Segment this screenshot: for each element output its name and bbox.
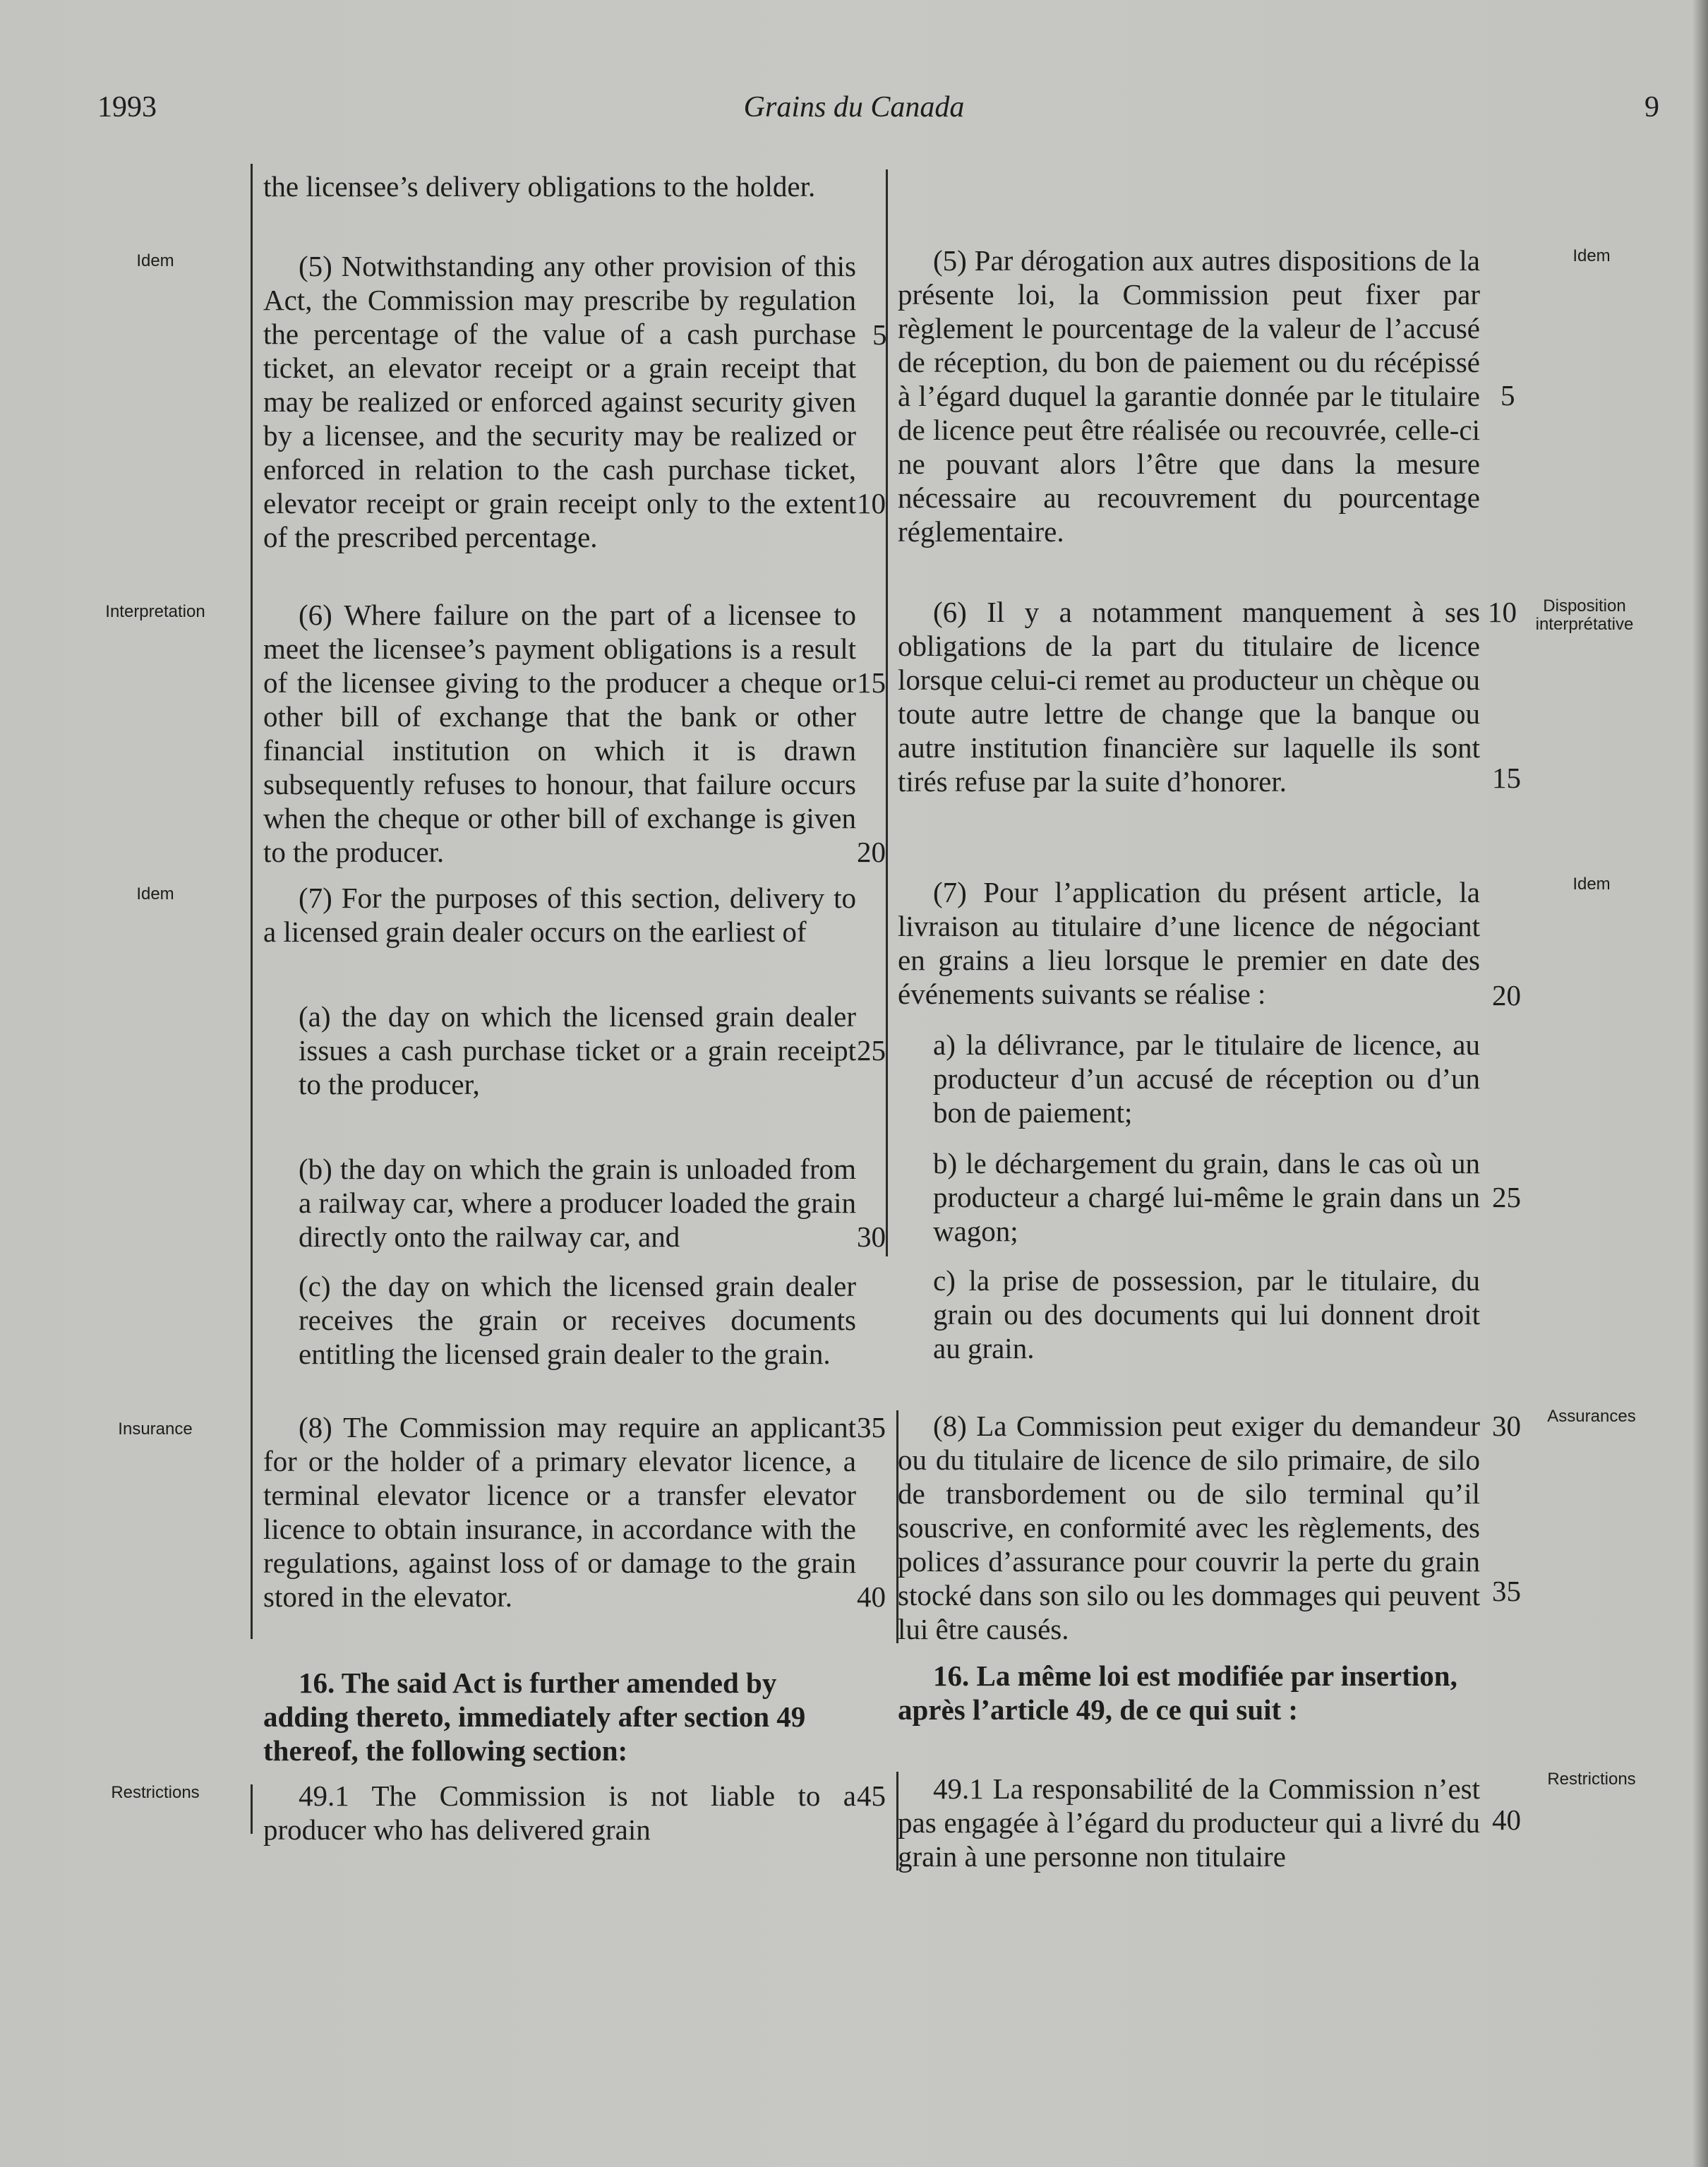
margin-note-idem-1-fr: Idem [1572, 246, 1611, 265]
en-line-number: 40 [857, 1580, 886, 1613]
fr-line-number: 15 [1492, 762, 1521, 794]
en-continued-paragraph: the licensee’s delivery obligations to the holder. [263, 170, 816, 203]
fr-subsection-7a: a) la délivrance, par le titulaire de licence, au producteur d’un accusé de réception ou d’un bon de paiement; [933, 1028, 1480, 1129]
fr-line-number: 20 [1492, 979, 1521, 1012]
en-section-49-1: 49.1 The Commission is not liable to a producer who has delivered grain [263, 1779, 856, 1846]
fr-line-number: 5 [1500, 379, 1515, 412]
fr-line-number: 25 [1492, 1181, 1521, 1213]
en-subsection-7c: (c) the day on which the licensed grain dealer receives the grain or receives documents entitling the licensed grain dealer to the grain. [299, 1270, 856, 1370]
fr-line-number: 40 [1492, 1803, 1521, 1836]
fr-subsection-7: (7) Pour l’application du présent article, la livraison au titulaire d’une licence de négociant en grains a lieu lorsque le premier en date des événements suivants se réalise : [898, 876, 1480, 1010]
en-subsection-6: (6) Where failure on the part of a licensee to meet the licensee’s payment obligations is a result of the licensee giving to the producer a cheque or other bill of exchange that the bank or other financial institution on which it is drawn subsequently refuses to honour, that failure occurs when the cheque or other bill of exchange is given to the producer. [263, 599, 856, 868]
fr-line-number: 10 [1488, 596, 1517, 628]
margin-note-restrictions-fr: Restrictions [1547, 1770, 1636, 1789]
en-line-number: 45 [857, 1779, 886, 1812]
en-line-number: 25 [857, 1034, 886, 1067]
margin-note-idem-2-fr: Idem [1572, 875, 1611, 894]
margin-note-interpretation: Interpretation [105, 602, 205, 621]
margin-note-disposition-fr: Disposition interprétative [1535, 596, 1634, 634]
fr-line-number: 30 [1492, 1410, 1521, 1442]
fr-subsection-8: (8) La Commission peut exiger du demandeur ou du titulaire de licence de silo primaire, de silo de transbordement ou de silo terminal qu’il souscrive, en conformité avec les règlements, des polices d’assurance pour couvrir la perte du grain stocké dans son silo ou les dommages qui peuvent lui être causés. [898, 1410, 1480, 1645]
fr-amendment-16: 16. La même loi est modifiée par insertion, après l’article 49, de ce qui suit : [898, 1659, 1457, 1726]
fr-subsection-6: (6) Il y a notamment manquement à ses obligations de la part du titulaire de licence lorsque celui-ci remet au producteur un chèque ou toute autre lettre de change que la banque ou autre institution financière sur laquelle ils sont tirés refuse par la suite d’honorer. [898, 596, 1480, 798]
margin-note-idem-1: Idem [136, 251, 174, 270]
margin-note-idem-2: Idem [136, 884, 174, 904]
en-line-number: 10 [857, 487, 886, 520]
en-line-number: 30 [857, 1220, 886, 1253]
margin-note-restrictions: Restrictions [111, 1783, 200, 1802]
column-rule-english-bottom [251, 1784, 253, 1834]
en-subsection-7: (7) For the purposes of this section, delivery to a licensed grain dealer occurs on the earliest of [263, 882, 856, 948]
fr-line-number: 35 [1492, 1575, 1521, 1607]
en-subsection-8: (8) The Commission may require an applicant for or the holder of a primary elevator licence, a terminal elevator licence or a transfer elevator licence to obtain insurance, in accordance with the regulations, against loss of or damage to the grain stored in the elevator. [263, 1411, 856, 1613]
en-line-number: 35 [857, 1411, 886, 1443]
en-line-number: 5 [872, 318, 887, 351]
header-year: 1993 [97, 91, 157, 124]
margin-note-insurance: Insurance [118, 1419, 193, 1439]
column-rule-english-top [251, 164, 253, 1639]
fr-subsection-7c: c) la prise de possession, par le titulaire, du grain ou des documents qui lui donnent droit au grain. [933, 1264, 1480, 1364]
page-edge-shadow [1692, 0, 1708, 2167]
fr-subsection-7b: b) le déchargement du grain, dans le cas où un producteur a chargé lui-même le grain dans un wagon; [933, 1147, 1480, 1247]
en-line-number: 15 [857, 666, 886, 699]
fr-section-49-1: 49.1 La responsabilité de la Commission n’est pas engagée à l’égard du producteur qui a livré du grain à une personne non titulaire [898, 1772, 1480, 1873]
margin-note-assurances-fr: Assurances [1547, 1407, 1636, 1426]
en-subsection-7a: (a) the day on which the licensed grain dealer issues a cash purchase ticket or a grain receipt to the producer, [299, 1000, 856, 1100]
en-subsection-5: (5) Notwithstanding any other provision of this Act, the Commission may prescribe by regulation the percentage of the value of a cash purchase ticket, an elevator receipt or a grain receipt that may be realized or enforced against security given by a licensee, and the security may be realized or enforced in relation to the cash purchase ticket, elevator receipt or grain receipt only to the extent of the prescribed percentage. [263, 250, 856, 553]
en-line-number: 20 [857, 836, 886, 868]
en-amendment-16: 16. The said Act is further amended by adding thereto, immediately after section 49 thereof, the following section: [263, 1667, 806, 1767]
header-title: Grains du Canada [743, 91, 965, 124]
en-subsection-7b: (b) the day on which the grain is unloaded from a railway car, where a producer loaded the grain directly onto the railway car, and [299, 1153, 856, 1253]
fr-subsection-5: (5) Par dérogation aux autres dispositions de la présente loi, la Commission peut fixer par règlement le pourcentage de la valeur de l’accusé de réception, du bon de paiement ou du récépissé à l’égard duquel la garantie donnée par le titulaire de licence peut être réalisée ou recouvrée, celle-ci ne pouvant alors l’être que dans la mesure nécessaire au recouvrement du pourcentage réglementaire. [898, 244, 1480, 548]
header-page-number: 9 [1644, 91, 1659, 124]
